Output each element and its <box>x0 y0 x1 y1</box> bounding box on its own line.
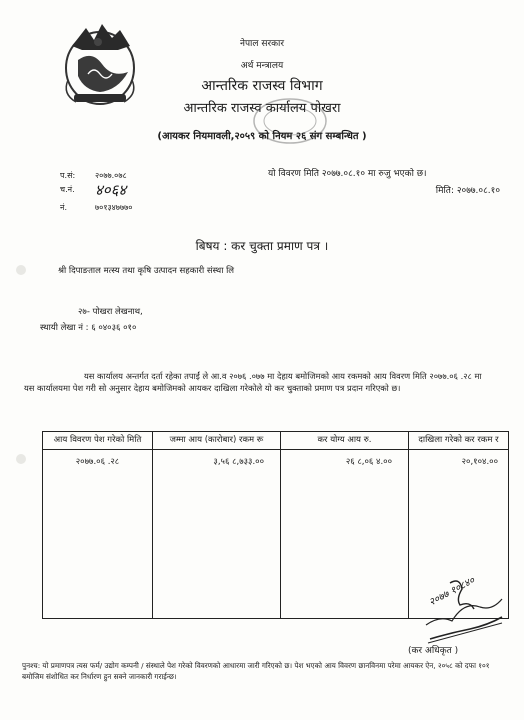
addressee-address: २७- पोखरा लेखनाथ, <box>78 307 143 317</box>
cell-taxable-income: २६ ८,०६ ४.०० <box>281 450 409 619</box>
col-header-tax-paid: दाखिला गरेको कर रकम र <box>409 432 509 450</box>
document-date: मिति: २०७७.०८.१० <box>435 186 500 196</box>
punch-hole <box>16 454 26 464</box>
cell-total-income: ३,५६ ८,७३३.०० <box>153 450 281 619</box>
table-header-row <box>43 432 509 450</box>
handwritten-annotation: २०७७ १०८४० <box>427 575 477 609</box>
footnote-text: यो प्रमाणपत्र त्यस फर्म/ उद्योग कम्पनी / संस्थाले पेश गरेको विवरणको आधारमा जारी गरिएको छ। पेश भएको आय विवरण छानविनमा परेमा आयकर ऐन, २०५८ को दफा १०१ बमोजिम संशोधित कर निर्धारण हुन सक्ने जानकारी गराईन्छ। <box>22 661 490 681</box>
header-department: आन्तरिक राजस्व विभाग <box>201 78 323 94</box>
pan-value: २०७७.०७८ <box>95 171 127 180</box>
office-stamp-icon <box>250 96 330 146</box>
header-government: नेपाल सरकार <box>239 39 285 49</box>
col-header-taxable-income: कर योग्य आय रु. <box>281 432 409 450</box>
header-ministry: अर्थ मन्त्रालय <box>240 61 284 71</box>
pan-label: प.सं: <box>60 171 76 180</box>
cell-submission-date: २०७७.०६ .२८ <box>43 450 153 619</box>
chalani-value: ४०६४ <box>95 181 127 199</box>
submission-verified-note: यो विवरण मिति २०७७.०८.१० मा रुजु भएको छ। <box>268 169 427 179</box>
addressee-account: स्थायी लेखा नं : ६ ०४०३६ ०१० <box>40 323 137 333</box>
number-label: नं. <box>60 203 67 212</box>
cell-tax-paid: २०,१०४.०० <box>409 450 509 619</box>
punch-hole <box>16 265 26 275</box>
chalani-label: च.नं. <box>60 185 75 194</box>
footnote-label: पुनश्च: <box>22 661 41 670</box>
footnote <box>22 660 492 682</box>
subject-heading: बिषय : कर चुक्ता प्रमाण पत्र । <box>195 239 329 253</box>
col-header-submission-date: आय विवरण पेश गरेको मिति <box>43 432 153 450</box>
addressee-name: श्री दिपाङताल मत्स्य तथा कृषि उत्पादन सहकारी संस्था लि <box>58 266 235 276</box>
tax-officer-label: (कर अधिकृत ) <box>408 646 459 656</box>
number-value: ७०१३४७७७० <box>95 203 133 212</box>
certificate-body: यस कार्यालय अन्तर्गत दर्ता रहेका तपाईं ले आ.व २०७६ .०७७ मा देहाय बमोजिमको आय रकमको आय विवरण मिति २०७७.०६ .२८ मा यस कार्यालयमा पेश गरी सो अनुसार देहाय बमोजिमको आयकर दाखिला गरेकोले यो कर चुक्ताको प्रमाण पत्र प्रदान गरिएको छ। <box>24 371 482 393</box>
header-office: आन्तरिक राजस्व कार्यालय पोखरा <box>183 101 341 116</box>
col-header-total-income: जम्मा आय (कारोबार) रकम रू <box>153 432 281 450</box>
header-rule-reference: (आयकर नियमावली,२०५९ को नियम २६ संग सम्बन्धित ) <box>157 131 367 142</box>
